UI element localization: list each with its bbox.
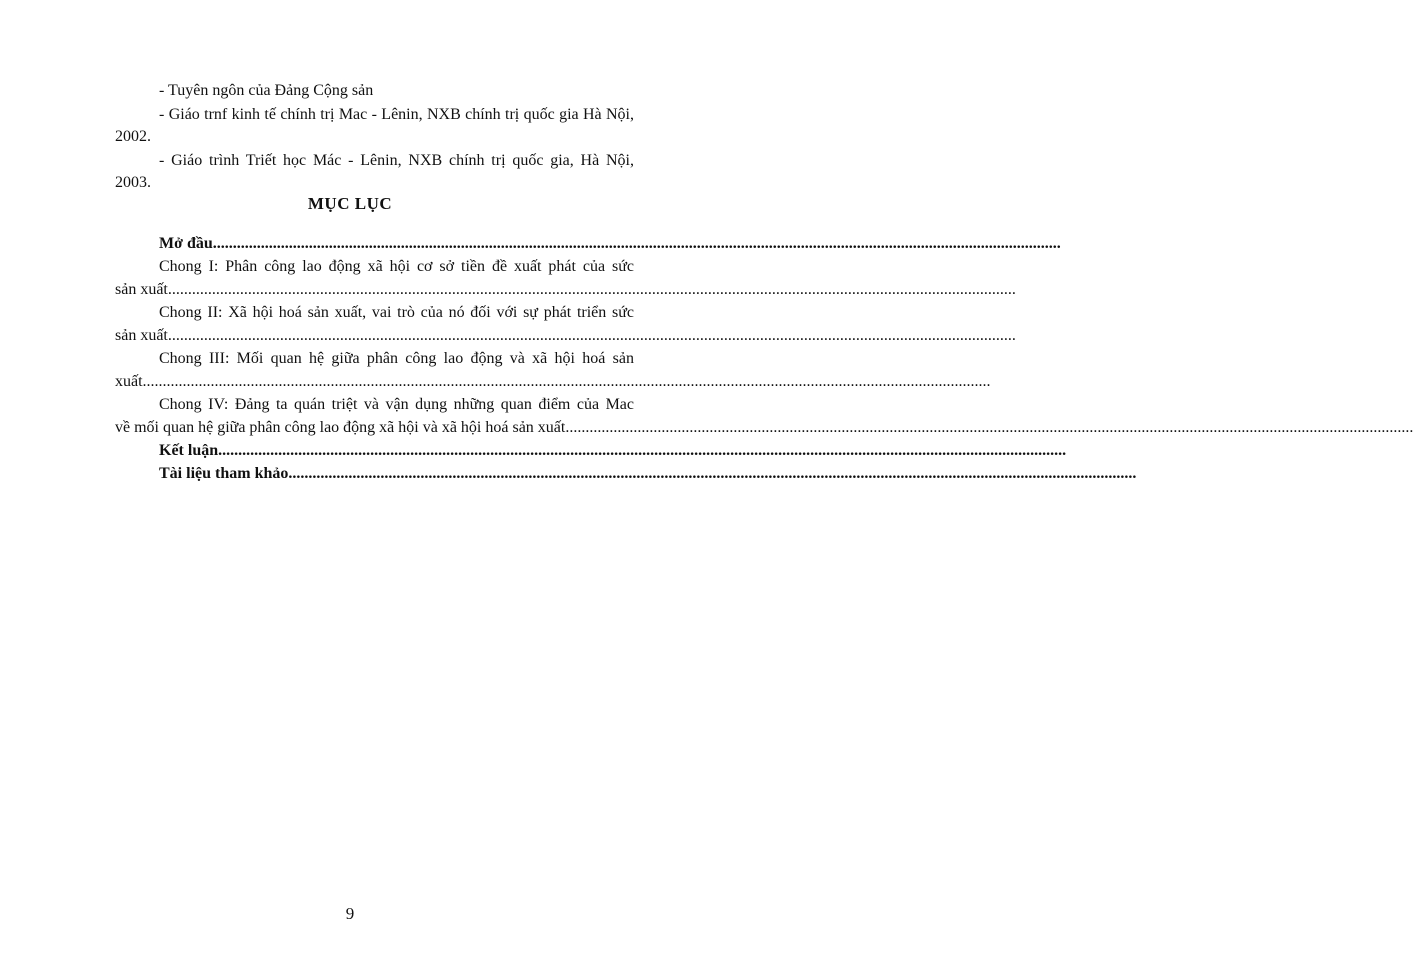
toc-entry-mo-dau: [115, 232, 1061, 255]
toc-entry-label: xuất: [115, 373, 143, 390]
toc-entry-chapter-1: [115, 255, 1016, 301]
dot-leader: ....................................................................................................................................................................................................................: [167, 327, 1016, 344]
dot-leader: ....................................................................................................................................................................................................................: [212, 235, 1061, 252]
dot-leader: ....................................................................................................................................................................................................................: [565, 419, 1413, 436]
dot-leader: ....................................................................................................................................................................................................................: [142, 373, 991, 390]
toc-entry-label: Tài liệu tham khảo: [159, 465, 289, 482]
table-of-contents: [115, 232, 1413, 485]
toc-entry-tai-lieu: [115, 462, 1137, 485]
toc-entry-label: Mở đầu: [159, 235, 213, 252]
toc-entry-continuation: [115, 278, 1016, 301]
toc-entry-ket-luan: [115, 439, 1067, 462]
toc-title: MỤC LỤC: [307, 194, 393, 213]
toc-entry-label: Kết luận: [159, 442, 219, 459]
toc-entry-chapter-3: [115, 347, 991, 393]
toc-entry-label: sản xuất: [115, 281, 168, 298]
toc-entry-label: Chong II: Xã hội hoá sản xuất, vai trò của nó đối với sự phát triển sức: [159, 304, 634, 321]
toc-entry-continuation: [115, 370, 991, 393]
toc-entry-continuation: [115, 324, 1016, 347]
toc-entry-label: Chong I: Phân công lao động xã hội cơ sở tiền đề xuất phát của sức: [159, 258, 634, 275]
toc-entry-continuation: [115, 416, 1413, 439]
toc-entry-label: sản xuất: [115, 327, 168, 344]
dot-leader: ....................................................................................................................................................................................................................: [218, 442, 1067, 459]
page-number: 9: [345, 904, 355, 923]
reference-item: - Tuyên ngôn của Đảng Cộng sản: [159, 82, 374, 99]
reference-list: [115, 80, 634, 196]
toc-entry-chapter-2: [115, 301, 1016, 347]
toc-entry-label: Chong IV: Đảng ta quán triệt và vận dụng những quan điểm của Mac: [159, 396, 634, 413]
reference-item: - Giáo trnf kinh tế chính trị Mac - Lênin, NXB chính trị quốc gia Hà Nội, 2002.: [115, 106, 634, 145]
toc-entry-label: Chong III: Mối quan hệ giữa phân công lao động và xã hội hoá sản: [159, 350, 634, 367]
toc-entry-label: về mối quan hệ giữa phân công lao động xã hội và xã hội hoá sản xuất: [115, 419, 566, 436]
dot-leader: ....................................................................................................................................................................................................................: [167, 281, 1016, 298]
reference-item: - Giáo trình Triết học Mác - Lênin, NXB chính trị quốc gia, Hà Nội, 2003.: [115, 152, 634, 191]
dot-leader: ....................................................................................................................................................................................................................: [288, 465, 1137, 482]
toc-entry-chapter-4: [115, 393, 1413, 439]
